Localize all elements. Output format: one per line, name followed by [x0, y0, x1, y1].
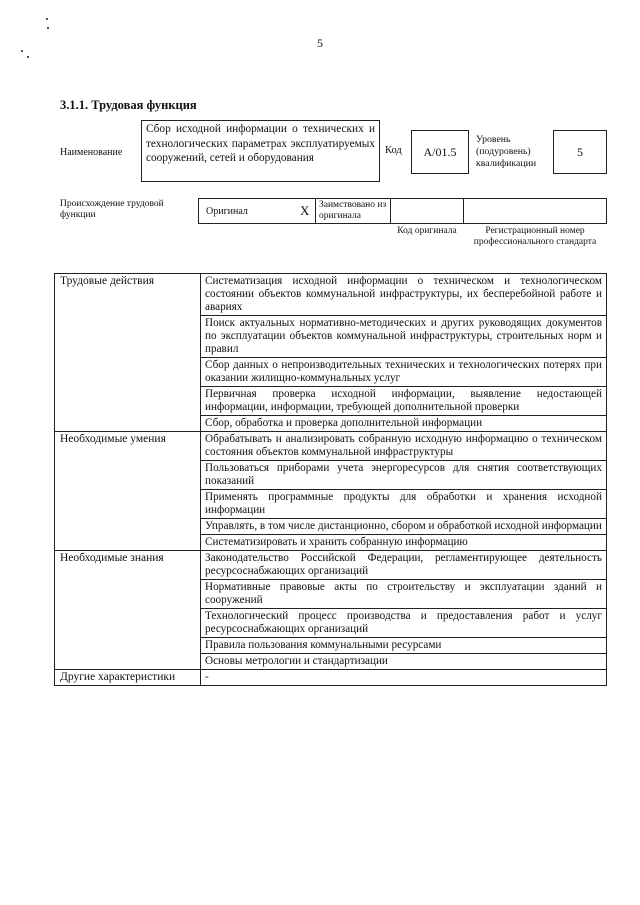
list-item: Систематизация исходной информации о техническом и технологическом состоянии объектов коммунальной инфраструктуры, их бесперебойной работе и авариях: [201, 274, 607, 316]
code-label: Код: [385, 145, 402, 156]
labor-function-table: [54, 273, 607, 686]
list-item: Технологический процесс производства и предоставления работ и услуг ресурсоснабжающих организаций: [201, 609, 607, 638]
list-item: Сбор, обработка и проверка дополнительной информации: [201, 416, 607, 432]
table-row: [55, 432, 607, 461]
list-item: Поиск актуальных нормативно-методических и других руководящих документов по эксплуатации объектов коммунальной инфраструктуры, строительных норм и правил: [201, 316, 607, 358]
list-item: Управлять, в том числе дистанционно, сбором и обработкой исходной информации: [201, 519, 607, 535]
table-row: [55, 551, 607, 580]
list-item: Сбор данных о непроизводительных технических и технологических потерях при оказании жилищно-коммунальных услуг: [201, 358, 607, 387]
list-item: -: [201, 670, 607, 686]
registration-number-cell: [463, 198, 607, 224]
origin-original-cell: [198, 198, 316, 224]
qualification-level-value: 5: [553, 130, 607, 174]
qualification-level-label: Уровень (подуровень) квалификации: [476, 134, 537, 169]
category-cell: Необходимые умения: [55, 432, 201, 551]
original-label: Оригинал: [206, 206, 248, 217]
code-value: А/01.5: [411, 130, 469, 174]
table-row: [55, 670, 607, 686]
borrowed-label: Заимствовано из оригинала: [319, 200, 387, 221]
scan-speck: [21, 50, 23, 52]
page-number: 5: [317, 36, 323, 50]
registration-number-caption: Регистрационный номер профессионального стандарта: [473, 226, 597, 247]
list-item: Нормативные правовые акты по строительству и эксплуатации зданий и сооружений: [201, 580, 607, 609]
category-cell: Необходимые знания: [55, 551, 201, 670]
list-item: Обрабатывать и анализировать собранную исходную информацию о техническом состояния объектов коммунальной инфраструктуры: [201, 432, 607, 461]
category-cell: Другие характеристики: [55, 670, 201, 686]
list-item: Первичная проверка исходной информации, выявление недостающей информации, информации, требующей дополнительной проверки: [201, 387, 607, 416]
scan-speck: [46, 18, 48, 20]
name-label: Наименование: [60, 147, 123, 158]
origin-label: Происхождение трудовой функции: [60, 199, 164, 220]
table-row: [55, 274, 607, 316]
list-item: Правила пользования коммунальными ресурсами: [201, 638, 607, 654]
list-item: Законодательство Российской Федерации, регламентирующее деятельность ресурсоснабжающих организаций: [201, 551, 607, 580]
function-name-value: Сбор исходной информации о технических и технологических параметрах эксплуатируемых сооружений, сетей и оборудования: [141, 120, 380, 182]
original-mark: X: [300, 203, 310, 218]
original-code-caption: Код оригинала: [397, 226, 457, 236]
section-title: 3.1.1. Трудовая функция: [60, 98, 197, 112]
scan-speck: [47, 27, 49, 29]
list-item: Систематизировать и хранить собранную информацию: [201, 535, 607, 551]
list-item: Основы метрологии и стандартизации: [201, 654, 607, 670]
list-item: Применять программные продукты для обработки и хранения исходной информации: [201, 490, 607, 519]
borrowed-cell: [315, 198, 391, 224]
original-code-cell: [390, 198, 464, 224]
category-cell: Трудовые действия: [55, 274, 201, 432]
scan-speck: [27, 56, 29, 58]
list-item: Пользоваться приборами учета энергоресурсов для снятия соответствующих показаний: [201, 461, 607, 490]
